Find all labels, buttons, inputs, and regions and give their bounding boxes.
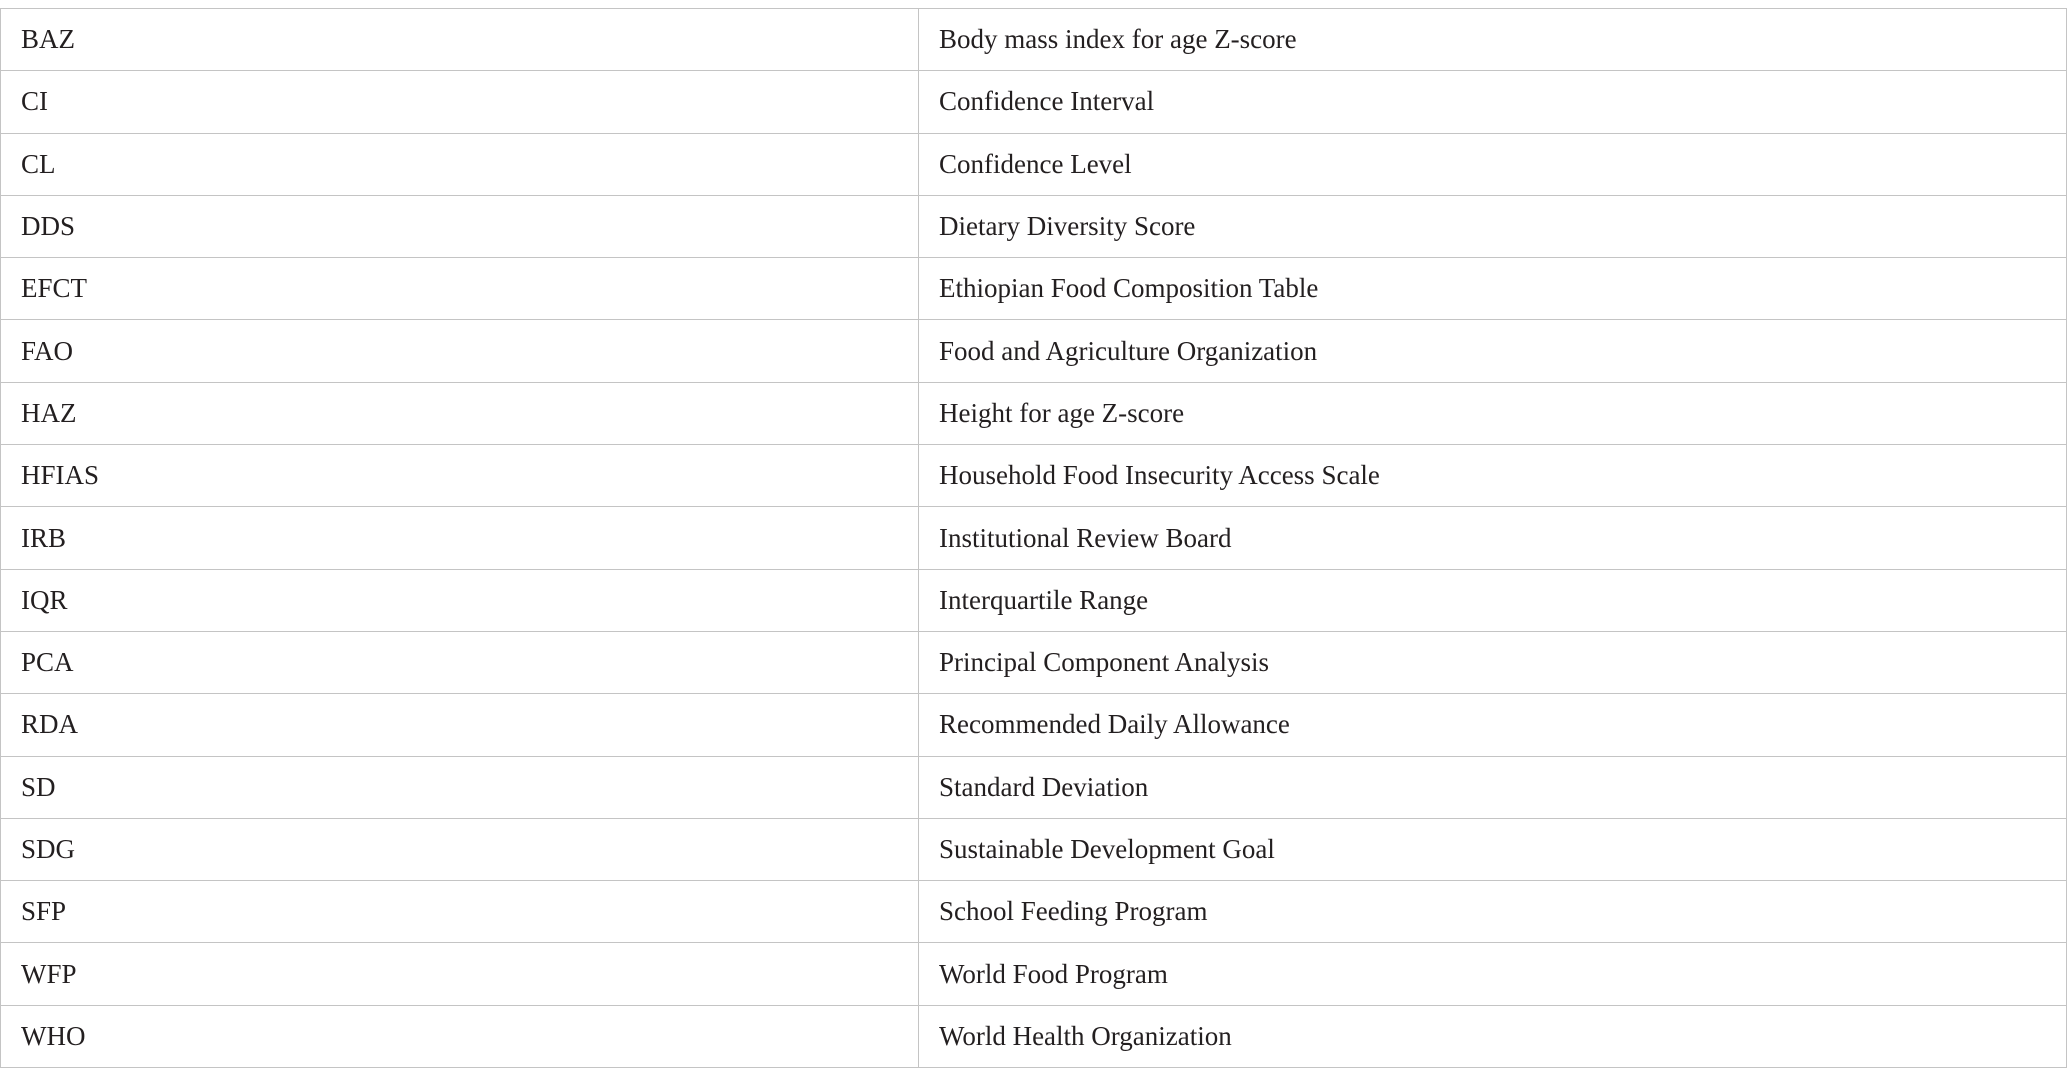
abbreviation-cell: HAZ (1, 382, 919, 444)
table-row (1, 569, 2067, 631)
abbreviation-cell: SD (1, 756, 919, 818)
table-row (1, 1005, 2067, 1067)
table-row (1, 258, 2067, 320)
table-row (1, 9, 2067, 71)
definition-cell: Food and Agriculture Organization (919, 320, 2067, 382)
table-row (1, 631, 2067, 693)
table-row (1, 320, 2067, 382)
abbreviations-table (0, 8, 2067, 1068)
definition-cell: Principal Component Analysis (919, 631, 2067, 693)
abbreviation-cell: SFP (1, 881, 919, 943)
definition-cell: Body mass index for age Z-score (919, 9, 2067, 71)
abbreviation-cell: RDA (1, 694, 919, 756)
abbreviation-cell: BAZ (1, 9, 919, 71)
abbreviation-cell: WHO (1, 1005, 919, 1067)
definition-cell: Confidence Level (919, 133, 2067, 195)
table-row (1, 133, 2067, 195)
definition-cell: Standard Deviation (919, 756, 2067, 818)
abbreviations-table-container (0, 8, 2066, 1068)
definition-cell: Ethiopian Food Composition Table (919, 258, 2067, 320)
table-row (1, 71, 2067, 133)
definition-cell: Institutional Review Board (919, 507, 2067, 569)
table-row (1, 382, 2067, 444)
table-row (1, 445, 2067, 507)
table-row (1, 756, 2067, 818)
definition-cell: Recommended Daily Allowance (919, 694, 2067, 756)
definition-cell: Height for age Z-score (919, 382, 2067, 444)
definition-cell: World Health Organization (919, 1005, 2067, 1067)
definition-cell: School Feeding Program (919, 881, 2067, 943)
abbreviation-cell: FAO (1, 320, 919, 382)
table-row (1, 881, 2067, 943)
definition-cell: Sustainable Development Goal (919, 818, 2067, 880)
abbreviation-cell: CI (1, 71, 919, 133)
abbreviation-cell: IRB (1, 507, 919, 569)
abbreviation-cell: EFCT (1, 258, 919, 320)
abbreviation-cell: DDS (1, 195, 919, 257)
abbreviation-cell: HFIAS (1, 445, 919, 507)
table-row (1, 694, 2067, 756)
abbreviation-cell: CL (1, 133, 919, 195)
table-row (1, 195, 2067, 257)
definition-cell: Confidence Interval (919, 71, 2067, 133)
definition-cell: World Food Program (919, 943, 2067, 1005)
definition-cell: Interquartile Range (919, 569, 2067, 631)
abbreviation-cell: PCA (1, 631, 919, 693)
abbreviation-cell: SDG (1, 818, 919, 880)
definition-cell: Household Food Insecurity Access Scale (919, 445, 2067, 507)
table-row (1, 818, 2067, 880)
definition-cell: Dietary Diversity Score (919, 195, 2067, 257)
abbreviation-cell: IQR (1, 569, 919, 631)
table-row (1, 507, 2067, 569)
table-row (1, 943, 2067, 1005)
abbreviation-cell: WFP (1, 943, 919, 1005)
